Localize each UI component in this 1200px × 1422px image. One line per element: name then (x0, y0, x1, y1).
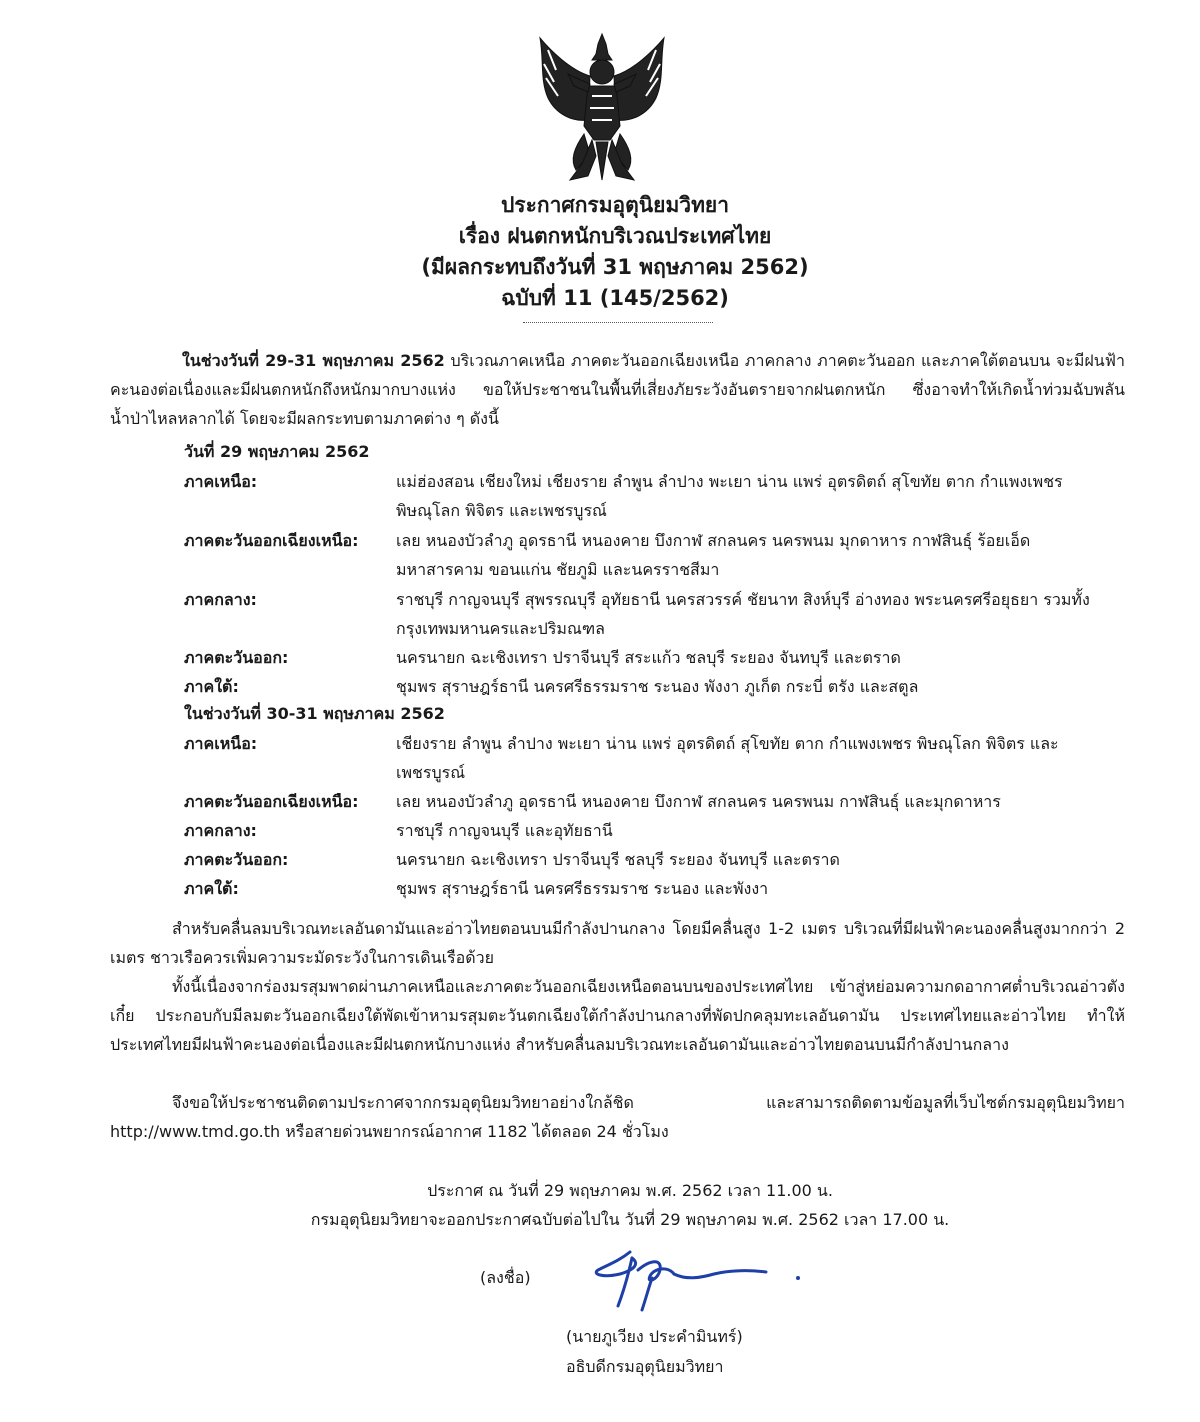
signatory-name: (นายภูเวียง ประคำมินทร์) (566, 1327, 743, 1346)
period1-title: วันที่ 29 พฤษภาคม 2562 (184, 442, 370, 461)
region-label: ภาคกลาง: (184, 821, 257, 840)
document-header (0, 190, 1200, 323)
garuda-emblem-icon (530, 30, 675, 188)
region-label: ภาคตะวันออก: (184, 850, 289, 869)
document-subject: เรื่อง ฝนตกหนักบริเวณประเทศไทย (458, 224, 772, 248)
header-divider (523, 322, 713, 323)
province-list: เลย หนองบัวลำภู อุดรธานี หนองคาย บึงกาฬ สกลนคร นครพนม กาฬสินธุ์ และมุกดาหาร (396, 792, 1001, 811)
region-label: ภาคเหนือ: (184, 734, 258, 753)
waves-text: สำหรับคลื่นลมบริเวณทะเลอันดามันและอ่าวไทยตอนบนมีกำลังปานกลาง โดยมีคลื่นสูง 1-2 เมตร บริเวณที่มีฝนฟ้าคะนองคลื่นสูงมากกว่า 2 เมตร ชาวเรือควรเพิ่มความระมัดระวังในการเดินเรือด้วย (110, 919, 1125, 967)
handwritten-signature-icon (590, 1240, 810, 1320)
announce-date: ประกาศ ณ วันที่ 29 พฤษภาคม พ.ศ. 2562 เวลา 11.00 น. (427, 1181, 833, 1200)
region-label: ภาคกลาง: (184, 590, 257, 609)
province-list: ราชบุรี กาญจนบุรี สุพรรณบุรี อุทัยธานี นครสวรรค์ ชัยนาท สิงห์บุรี อ่างทอง พระนครศรีอยุธยา รวมทั้งกรุงเทพมหานครและปริมณฑล (396, 590, 1090, 638)
province-list: ชุมพร สุราษฎร์ธานี นครศรีธรรมราช ระนอง และพังงา (396, 879, 769, 898)
region-label: ภาคใต้: (184, 677, 239, 696)
next-announce: กรมอุตุนิยมวิทยาจะออกประกาศฉบับต่อไปใน วันที่ 29 พฤษภาคม พ.ศ. 2562 เวลา 17.00 น. (310, 1210, 950, 1229)
region-label: ภาคใต้: (184, 879, 239, 898)
cause-text: ทั้งนี้เนื่องจากร่องมรสุมพาดผ่านภาคเหนือและภาคตะวันออกเฉียงเหนือตอนบนของประเทศไทย เข้าสู่หย่อมความกดอากาศต่ำบริเวณอ่าวตังเกี๋ย ประกอบกับมีลมตะวันออกเฉียงใต้พัดเข้าหามรสุมตะวันตกเฉียงใต้กำลังปานกลางที่พัดปกคลุมทะเลอันดามัน ประเทศไทยและอ่าวไทย ทำให้ประเทศไทยมีฝนฟ้าคะนองต่อเนื่องและมีฝนตกหนักบางแห่ง สำหรับคลื่นลมบริเวณทะเลอันดามันและอ่าวไทยตอนบนมีกำลังปานกลาง (110, 977, 1125, 1054)
region-label: ภาคตะวันออก: (184, 648, 289, 667)
waves-paragraph (110, 914, 1125, 972)
province-list: เชียงราย ลำพูน ลำปาง พะเยา น่าน แพร่ อุตรดิตถ์ สุโขทัย ตาก กำแพงเพชร พิษณุโลก พิจิตร และเพชรบูรณ์ (396, 734, 1059, 782)
document-issue-number: ฉบับที่ 11 (145/2562) (501, 286, 729, 310)
signatory-title: อธิบดีกรมอุตุนิยมวิทยา (566, 1357, 724, 1376)
period2-title: ในช่วงวันที่ 30-31 พฤษภาคม 2562 (184, 704, 445, 723)
document-effective-date: (มีผลกระทบถึงวันที่ 31 พฤษภาคม 2562) (421, 255, 809, 279)
intro-paragraph (110, 346, 1125, 433)
follow-text: จึงขอให้ประชาชนติดตามประกาศจากกรมอุตุนิยมวิทยาอย่างใกล้ชิด และสามารถติดตามข้อมูลที่เว็บไซต์กรมอุตุนิยมวิทยา http://www.tmd.go.th หรือสายด่วนพยากรณ์อากาศ 1182 ได้ตลอด 24 ชั่วโมง (110, 1093, 1125, 1141)
intro-text: บริเวณภาคเหนือ ภาคตะวันออกเฉียงเหนือ ภาคกลาง ภาคตะวันออก และภาคใต้ตอนบน จะมีฝนฟ้าคะนองต่อเนื่องและมีฝนตกหนักถึงหนักมากบางแห่ง ขอให้ประชาชนในพื้นที่เสี่ยงภัยระวังอันตรายจากฝนตกหนัก ซึ่งอาจทำให้เกิดน้ำท่วมฉับพลัน น้ำป่าไหลหลากได้ โดยจะมีผลกระทบตามภาคต่าง ๆ ดังนี้ (110, 351, 1125, 428)
province-list: เลย หนองบัวลำภู อุดรธานี หนองคาย บึงกาฬ สกลนคร นครพนม มุกดาหาร กาฬสินธุ์ ร้อยเอ็ด มหาสารคาม ขอนแก่น ชัยภูมิ และนครราชสีมา (396, 531, 1031, 579)
signature-label: (ลงชื่อ) (480, 1268, 531, 1287)
document-title: ประกาศกรมอุตุนิยมวิทยา (500, 193, 730, 217)
province-list: ราชบุรี กาญจนบุรี และอุทัยธานี (396, 821, 613, 840)
province-list: นครนายก ฉะเชิงเทรา ปราจีนบุรี ชลบุรี ระยอง จันทบุรี และตราด (396, 850, 840, 869)
province-list: ชุมพร สุราษฎร์ธานี นครศรีธรรมราช ระนอง พังงา ภูเก็ต กระบี่ ตรัง และสตูล (396, 677, 919, 696)
region-label: ภาคตะวันออกเฉียงเหนือ: (184, 792, 359, 811)
cause-paragraph (110, 972, 1125, 1059)
region-label: ภาคเหนือ: (184, 472, 258, 491)
province-list: แม่ฮ่องสอน เชียงใหม่ เชียงราย ลำพูน ลำปาง พะเยา น่าน แพร่ อุตรดิตถ์ สุโขทัย ตาก กำแพงเพชร พิษณุโลก พิจิตร และเพชรบูรณ์ (396, 472, 1063, 520)
region-label: ภาคตะวันออกเฉียงเหนือ: (184, 531, 359, 550)
province-list: นครนายก ฉะเชิงเทรา ปราจีนบุรี สระแก้ว ชลบุรี ระยอง จันทบุรี และตราด (396, 648, 901, 667)
follow-paragraph (110, 1088, 1125, 1146)
intro-period: ในช่วงวันที่ 29-31 พฤษภาคม 2562 (182, 351, 445, 370)
